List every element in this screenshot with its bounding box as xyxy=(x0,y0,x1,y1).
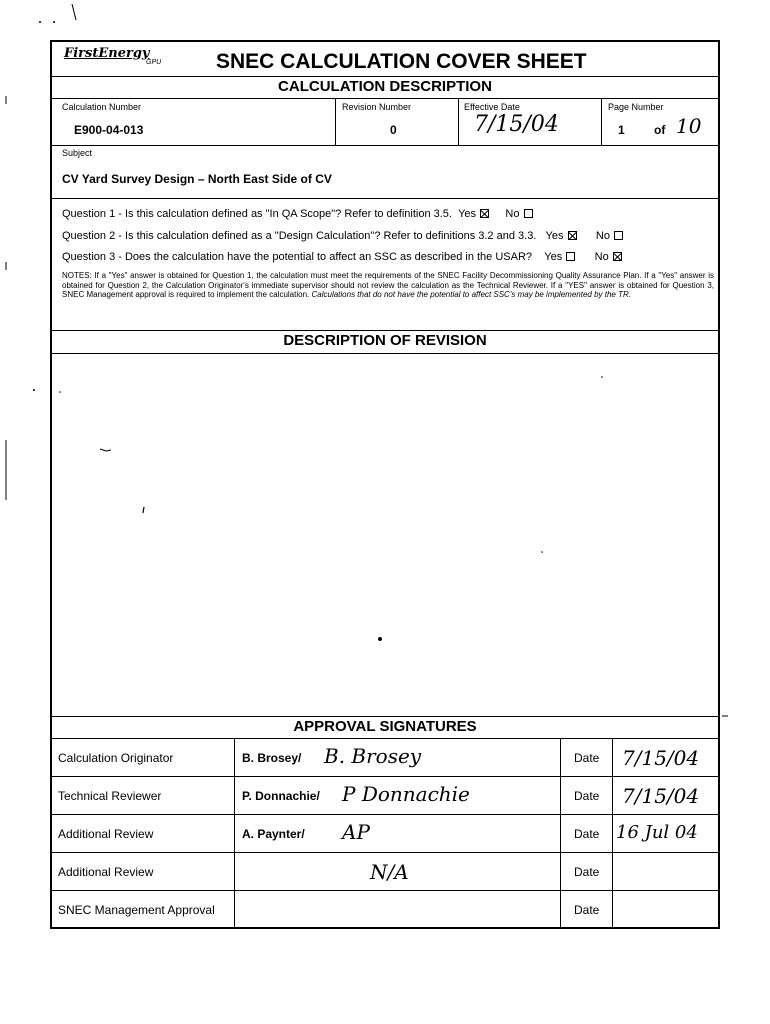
revision-value: 0 xyxy=(390,123,397,137)
notes-italic: Calculations that do not have the potential to affect SSC's may be implemented by the TR. xyxy=(311,290,631,299)
approval-role-additional-review-1: Additional Review xyxy=(58,827,154,841)
question-1-text: Question 1 - Is this calculation defined as "In QA Scope"? Refer to definition 3.5. xyxy=(62,208,452,220)
page-number-total: 10 xyxy=(676,114,702,138)
question-2-no-label: No xyxy=(595,230,610,242)
approval-date-label-1: Date xyxy=(574,789,600,803)
approval-role-calculation-originator: Calculation Originator xyxy=(58,751,174,765)
approval-date-originator: 7/15/04 xyxy=(622,746,700,770)
approval-date-label-3: Date xyxy=(574,865,600,879)
approval-role-snec-management: SNEC Management Approval xyxy=(58,903,215,917)
page-number-of: of xyxy=(654,123,666,137)
approval-name-technical-reviewer: P. Donnachie/ xyxy=(242,789,320,803)
calc-number-label: Calculation Number xyxy=(62,102,142,112)
approval-signature-technical-reviewer: P Donnachie xyxy=(342,782,470,806)
approval-signature-originator: B. Brosey xyxy=(324,744,422,768)
approval-date-technical-reviewer: 7/15/04 xyxy=(622,784,700,808)
revision-label: Revision Number xyxy=(342,102,412,112)
subject-label: Subject xyxy=(62,148,93,158)
approval-role-additional-review-2: Additional Review xyxy=(58,865,154,879)
approval-name-originator: B. Brosey/ xyxy=(242,751,302,765)
question-3-yes-label: Yes xyxy=(544,251,563,263)
section-title-calculation-description: CALCULATION DESCRIPTION xyxy=(278,78,492,95)
approval-date-label-0: Date xyxy=(574,751,600,765)
calc-number-value: E900-04-013 xyxy=(74,123,144,137)
question-3-no-label: No xyxy=(594,251,609,263)
question-1-yes-label: Yes xyxy=(458,208,477,220)
logo-text: FirstEnergy xyxy=(64,46,150,61)
logo-sub: GPU xyxy=(146,59,162,66)
effective-date-label: Effective Date xyxy=(464,102,520,112)
question-2-yes-label: Yes xyxy=(545,230,564,242)
page-number-current: 1 xyxy=(618,123,625,137)
approval-date-label-2: Date xyxy=(574,827,600,841)
section-title-approval-signatures: APPROVAL SIGNATURES xyxy=(293,718,477,735)
question-3-text: Question 3 - Does the calculation have the potential to affect an SSC as described in the USAR? xyxy=(62,251,533,263)
effective-date-value: 7/15/04 xyxy=(474,112,559,137)
section-title-description-of-revision: DESCRIPTION OF REVISION xyxy=(283,332,487,349)
question-2-text: Question 2 - Is this calculation defined as a "Design Calculation"? Refer to definitions 3.2 and 3.3. xyxy=(62,230,537,242)
subject-value: CV Yard Survey Design – North East Side of CV xyxy=(62,172,332,186)
approval-role-technical-reviewer: Technical Reviewer xyxy=(58,789,162,803)
question-1-no-label: No xyxy=(505,208,520,220)
approval-name-additional-review-1: A. Paynter/ xyxy=(242,827,305,841)
notes-body: NOTES: If a "Yes" answer is obtained for Question 1, the calculation must meet the requirements of the SNEC Facility Decommissioning Quality Assurance Plan. If a "Yes" answer is obtained for Question 2, the Calculation Originator's immediate supervisor should not review the calculation as the Technical Reviewer. If a "YES" answer is obtained for Question 3, SNEC Management approval is required to implement the calculation. xyxy=(62,271,714,299)
approval-signature-additional-review-1: AP xyxy=(342,820,370,844)
approval-signature-additional-review-2: N/A xyxy=(370,860,409,884)
page-title: SNEC CALCULATION COVER SHEET xyxy=(216,50,587,73)
page-number-label: Page Number xyxy=(608,102,664,112)
approval-date-label-4: Date xyxy=(574,903,600,917)
approval-date-additional-review-1: 16 Jul 04 xyxy=(616,822,698,843)
